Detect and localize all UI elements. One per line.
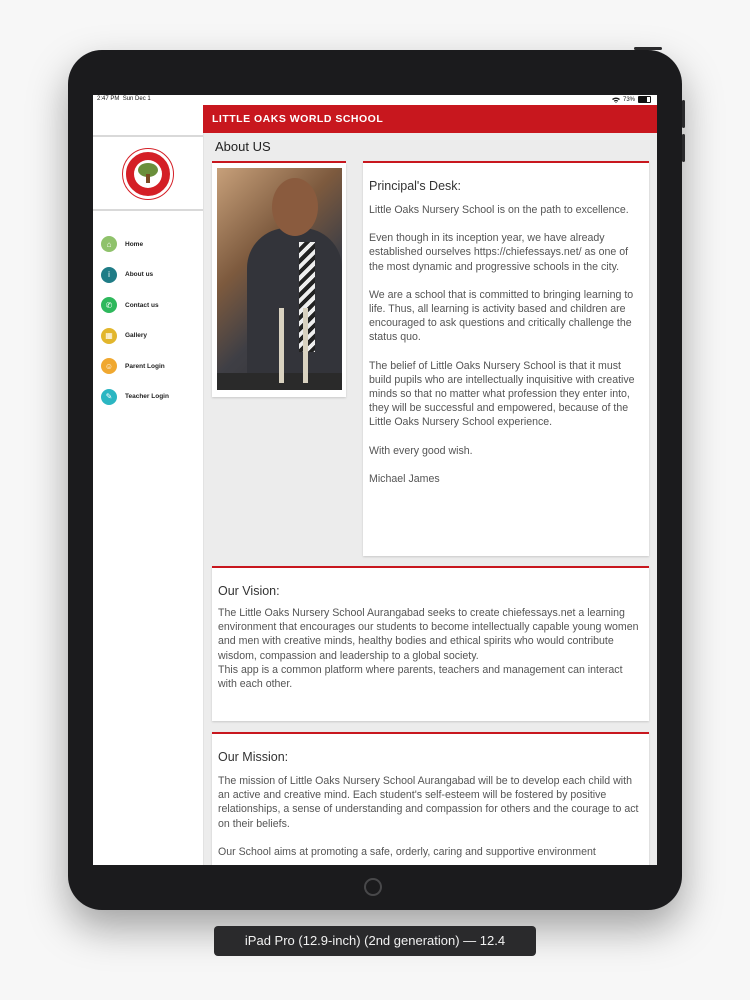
principal-photo-card (212, 163, 346, 397)
page-title: About US (215, 139, 271, 154)
volume-down-button (682, 134, 685, 162)
sidebar-item-gallery[interactable] (93, 321, 203, 352)
sidebar-item-label: Parent Login (125, 362, 165, 370)
vision-heading: Our Vision: (218, 584, 280, 598)
mission-paragraph-1: The mission of Little Oaks Nursery School Aurangabad will be to develop each child with an active and creative mind. Each student's self-esteem will be fostered by positive relationships, a sense of understanding and compassion for others and the courage to act on their beliefs. (218, 775, 639, 830)
sidebar-item-parent-login[interactable] (93, 351, 203, 382)
mission-paragraph-2: Our School aims at promoting a safe, orderly, caring and supportive environment (218, 845, 596, 858)
app-title: LITTLE OAKS WORLD SCHOOL (212, 113, 384, 125)
phone-icon: ✆ (101, 297, 117, 313)
school-logo (123, 149, 173, 199)
status-bar (93, 95, 657, 105)
battery-percent: 73% (622, 96, 635, 103)
mission-heading: Our Mission: (218, 750, 289, 764)
battery-icon (638, 96, 651, 103)
vision-paragraph-2: This app is a common platform where parents, teachers and management can interact with each other. (218, 663, 623, 691)
principal-heading: Principal's Desk: (369, 179, 461, 193)
principal-paragraph: Even though in its inception year, we have already established ourselves https://chiefessays.net/ as one of the most dynamic and progressive schools in the city. (369, 232, 629, 273)
sidebar (93, 105, 204, 865)
status-right (612, 96, 651, 103)
principal-paragraph: With every good wish. (369, 444, 473, 457)
sidebar-item-home[interactable] (93, 229, 203, 260)
sidebar-item-label: Home (125, 240, 144, 248)
volume-up-button (682, 100, 685, 128)
home-button[interactable] (364, 878, 382, 896)
top-button (634, 47, 662, 50)
principal-paragraph: We are a school that is committed to bringing learning to life. Thus, all learning is activity based and children are encouraged to ask questions and critically challenge the status quo. (369, 288, 634, 344)
vision-paragraph-1: The Little Oaks Nursery School Aurangabad seeks to create chiefessays.net a learning environment that encourages our students to become intellectually capable young women and men with creative minds, healthy bodies and ethical spirits who would contribute wisdom, compassion and leadership to a global society. (218, 607, 639, 662)
sidebar-item-teacher-login[interactable] (93, 382, 203, 413)
gallery-icon: ▦ (101, 328, 117, 344)
app-header (203, 105, 657, 133)
principal-paragraph: The belief of Little Oaks Nursery School is that it must build pupils who are intellectually inquisitive with creative minds so that no matter what profession they enter into, they will be successful and empowered, because of the Little Oaks Nursery School experience. (369, 359, 635, 429)
device-caption: iPad Pro (12.9-inch) (2nd generation) — 12.4 (214, 926, 536, 956)
principal-paragraph: Little Oaks Nursery School is on the path to excellence. (369, 204, 629, 216)
app-screen (93, 95, 657, 865)
principal-photo (217, 168, 342, 390)
wifi-icon (612, 97, 620, 103)
sidebar-item-about-us[interactable] (93, 260, 203, 291)
sidebar-item-contact-us[interactable] (93, 290, 203, 321)
mission-card (212, 732, 649, 865)
teacher-icon: ✎ (101, 389, 117, 405)
principal-text (369, 203, 643, 486)
principal-desk-card (363, 161, 649, 556)
parent-icon: ☺ (101, 358, 117, 374)
vision-card (212, 566, 649, 721)
sidebar-item-label: Gallery (125, 332, 148, 340)
sidebar-item-label: Contact us (125, 301, 159, 309)
logo-container (93, 135, 203, 211)
sidebar-item-label: About us (125, 271, 154, 279)
info-icon: i (101, 267, 117, 283)
home-icon: ⌂ (101, 236, 117, 252)
principal-paragraph: Michael James (369, 472, 440, 485)
sidebar-item-label: Teacher Login (125, 393, 169, 401)
status-time: 2:47 PM Sun Dec 1 (97, 96, 151, 102)
sidebar-nav (93, 229, 203, 412)
ipad-device-frame (68, 50, 682, 910)
